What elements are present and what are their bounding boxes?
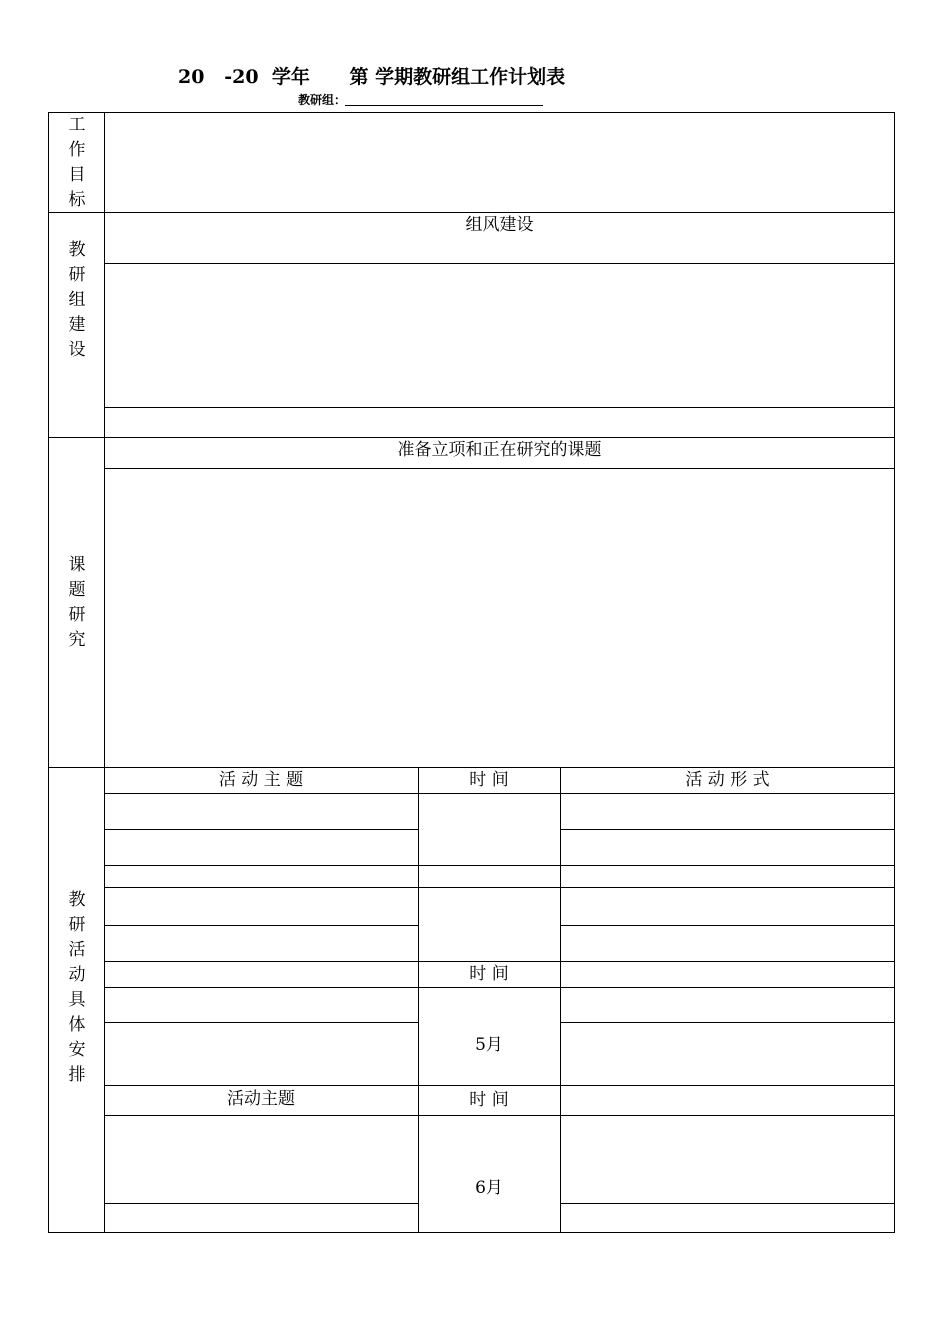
section-label-group-building: 教 研 组 建 设 <box>68 240 86 360</box>
activity-form-header: 活 动 形 式 <box>685 770 770 790</box>
page-title: 20 -20 学年 第 学期教研组工作计划表 <box>178 66 566 88</box>
topic-content-cell[interactable] <box>105 469 894 767</box>
may-label: 5月 <box>475 1035 503 1055</box>
group-building-header: 组风建设 <box>465 215 534 235</box>
section-label-topic-research: 课 题 研 究 <box>68 555 86 650</box>
group-label: 教研组： <box>298 93 347 107</box>
goal-content-cell[interactable] <box>105 113 894 212</box>
time-label-2: 时 间 <box>469 964 509 984</box>
section-label-goal: 工 作 目 标 <box>68 115 86 210</box>
activity-theme-header: 活 动 主 题 <box>218 770 304 790</box>
group-name-field[interactable] <box>345 105 543 106</box>
activity-time-header: 时 间 <box>469 770 509 790</box>
theme-label-2: 活动主题 <box>227 1089 295 1109</box>
group-building-content-cell[interactable] <box>105 264 894 407</box>
june-label: 6月 <box>475 1178 503 1198</box>
topic-header: 准备立项和正在研究的课题 <box>397 440 602 460</box>
time-label-3: 时 间 <box>469 1090 509 1110</box>
section-label-activities: 教 研 活 动 具 体 安 排 <box>68 890 86 1085</box>
